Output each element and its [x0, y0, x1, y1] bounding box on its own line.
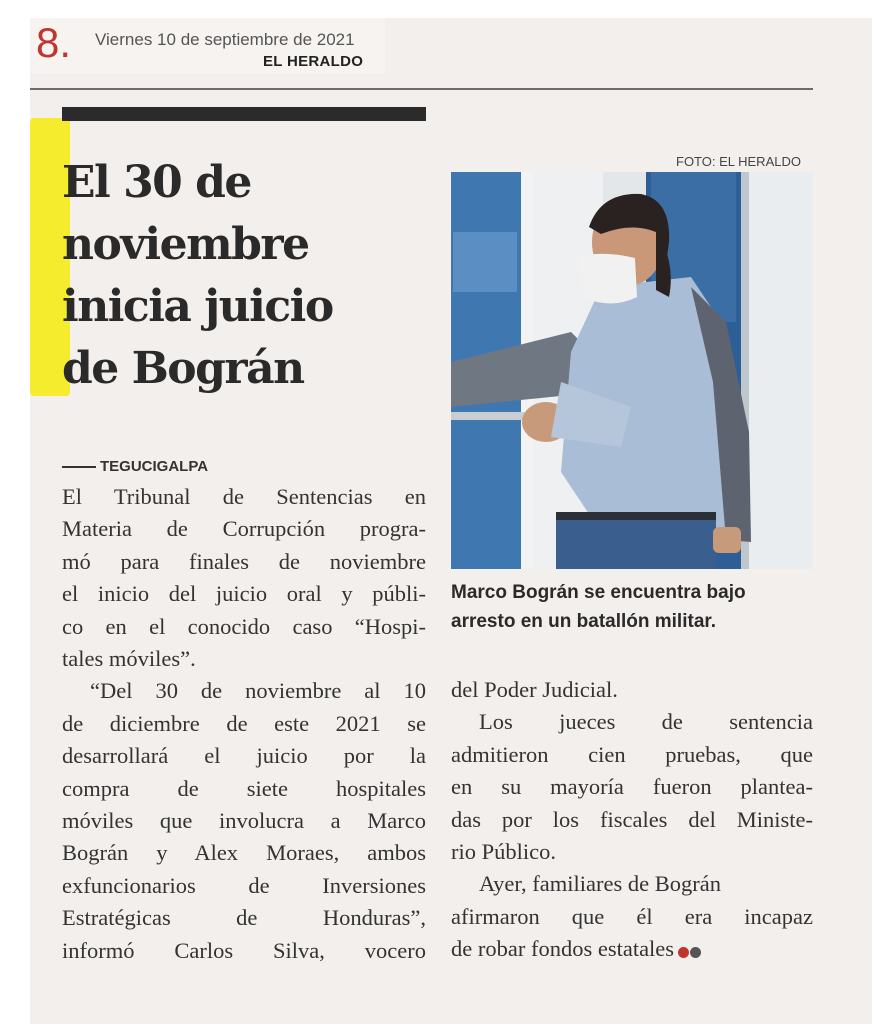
- text-line: en su mayoría fueron plantea-: [451, 774, 813, 800]
- news-photo: [451, 172, 813, 569]
- headline-bar: [62, 107, 426, 121]
- photo-credit: FOTO: EL HERALDO: [676, 154, 801, 169]
- article-column-1: [62, 481, 426, 967]
- text-line: admitieron cien pruebas, que: [451, 741, 813, 767]
- headline-line: noviembre: [62, 219, 309, 270]
- text-line: Estratégicas de Honduras”,: [62, 905, 426, 931]
- headline-line: El 30 de: [62, 157, 251, 208]
- text-line: de diciembre de este 2021 se: [62, 710, 426, 736]
- text-line: mó para finales de noviembre: [62, 548, 426, 574]
- text-line: desarrollará el juicio por la: [62, 743, 426, 769]
- end-dot-gray: [690, 947, 701, 958]
- text-line: “Del 30 de noviembre al 10: [90, 678, 426, 704]
- end-of-article-mark: [678, 935, 702, 967]
- text-line: rio Público.: [451, 839, 556, 865]
- text-line: El Tribunal de Sentencias en: [62, 484, 426, 509]
- text-line: el inicio del juicio oral y públi-: [62, 581, 426, 607]
- text-line: Materia de Corrupción progra-: [62, 516, 426, 542]
- dateline-text: TEGUCIGALPA: [100, 458, 209, 475]
- headline-line: de Bográn: [62, 343, 304, 394]
- caption-line: arresto en un batallón militar.: [451, 611, 717, 632]
- text-line: tales móviles”.: [62, 646, 196, 672]
- headline-line: inicia juicio: [62, 281, 333, 332]
- dateline: [62, 458, 208, 475]
- dateline-dash: [62, 466, 96, 468]
- headline: [62, 152, 442, 400]
- text-line: das por los fiscales del Ministe-: [451, 806, 813, 832]
- newspaper-name: EL HERALDO: [263, 53, 364, 70]
- issue-date: Viernes 10 de septiembre de 2021: [95, 30, 355, 49]
- page-number: 8.: [36, 19, 72, 66]
- text-line: compra de siete hospitales: [62, 775, 426, 801]
- photo-caption: [451, 578, 813, 636]
- text-line: Bográn y Alex Moraes, ambos: [62, 840, 426, 866]
- end-dot-red: [678, 947, 689, 958]
- text-line: Los jueces de sentencia: [479, 709, 813, 735]
- text-line: exfuncionarios de Inversiones: [62, 872, 426, 898]
- text-line: Ayer, familiares de Bográn: [479, 871, 721, 897]
- header-rule: [30, 88, 813, 90]
- caption-line: Marco Bográn se encuentra bajo: [451, 582, 746, 603]
- text-line: móviles que involucra a Marco: [62, 808, 426, 834]
- article-column-2: [451, 674, 813, 967]
- text-line-end: [451, 933, 813, 967]
- text-line: co en el conocido caso “Hospi-: [62, 613, 426, 639]
- photo-illustration: [451, 172, 813, 569]
- text-line-final: de robar fondos estatales: [451, 936, 675, 962]
- text-line: del Poder Judicial.: [451, 677, 618, 702]
- text-line: informó Carlos Silva, vocero: [62, 937, 426, 963]
- text-line: afirmaron que él era incapaz: [451, 903, 813, 929]
